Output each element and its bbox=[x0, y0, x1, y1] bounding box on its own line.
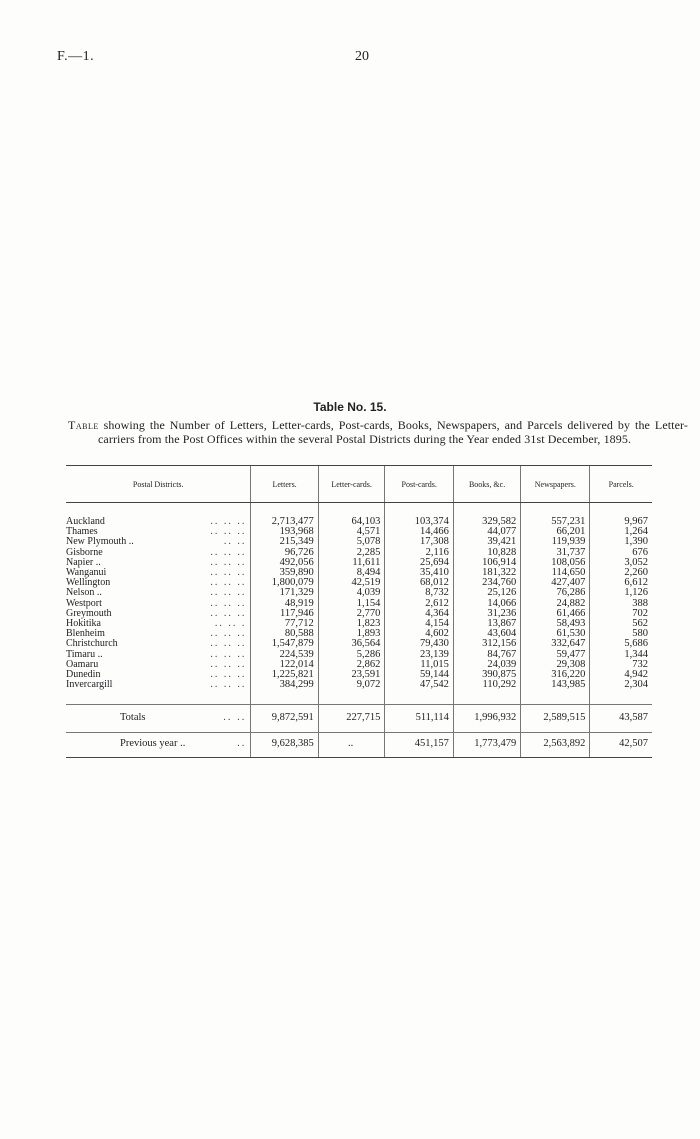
letters-cell: 1,547,879 bbox=[251, 639, 318, 649]
letters-cell: 2,713,477 bbox=[251, 517, 318, 527]
newspapers-cell: 31,737 bbox=[521, 548, 590, 558]
letters-cell: 80,588 bbox=[251, 629, 318, 639]
previous-post-cards: 451,157 bbox=[385, 732, 454, 757]
parcels-cell: 5,686 bbox=[590, 639, 652, 649]
parcels-cell: 1,390 bbox=[590, 537, 652, 547]
totals-dots: .. .. bbox=[223, 712, 247, 724]
district-name: Wanganui bbox=[66, 567, 107, 579]
newspapers-cell: 76,286 bbox=[521, 588, 590, 598]
parcels-cell: 1,344 bbox=[590, 650, 652, 660]
leader-dots: .. .. .. bbox=[210, 567, 247, 579]
caption-text: showing the Number of Letters, Letter-cards, Post-cards, Books, Newspapers, and Parcels delivered by the Letter-carriers from the Post Offices within the several Postal Districts during the Year ended 31st December, 1895. bbox=[98, 418, 688, 446]
previous-label: Previous year .. bbox=[120, 737, 186, 749]
letters-cell: 384,299 bbox=[251, 680, 318, 690]
books-cell: 329,582 bbox=[453, 517, 520, 527]
district-name: Napier .. bbox=[66, 556, 101, 568]
leader-dots: .. .. .. bbox=[210, 577, 247, 589]
post-cards-cell: 59,144 bbox=[385, 670, 454, 680]
leader-dots: .. .. .. bbox=[210, 516, 247, 527]
newspapers-cell: 58,493 bbox=[521, 619, 590, 629]
leader-dots: .. .. .. bbox=[210, 587, 247, 599]
district-name: Auckland bbox=[66, 516, 105, 527]
newspapers-cell: 114,650 bbox=[521, 568, 590, 578]
parcels-cell: 702 bbox=[590, 609, 652, 619]
books-cell: 44,077 bbox=[453, 527, 520, 537]
newspapers-cell: 332,647 bbox=[521, 639, 590, 649]
district-name: Invercargill bbox=[66, 679, 113, 691]
totals-letters: 9,872,591 bbox=[251, 705, 318, 732]
newspapers-cell: 427,407 bbox=[521, 578, 590, 588]
parcels-cell: 732 bbox=[590, 660, 652, 670]
parcels-cell: 2,260 bbox=[590, 568, 652, 578]
letter-cards-cell: 1,893 bbox=[318, 629, 385, 639]
letter-cards-cell: 23,591 bbox=[318, 670, 385, 680]
post-cards-cell: 4,154 bbox=[385, 619, 454, 629]
newspapers-cell: 59,477 bbox=[521, 650, 590, 660]
parcels-cell: 562 bbox=[590, 619, 652, 629]
letter-cards-cell: 2,770 bbox=[318, 609, 385, 619]
col-header-newspapers: Newspapers. bbox=[521, 466, 590, 503]
post-cards-cell: 4,602 bbox=[385, 629, 454, 639]
post-cards-cell: 2,612 bbox=[385, 599, 454, 609]
leader-dots: .. .. .. bbox=[210, 679, 247, 691]
totals-label-cell bbox=[66, 705, 251, 732]
post-cards-cell: 23,139 bbox=[385, 650, 454, 660]
district-name: Westport bbox=[66, 597, 102, 609]
col-header-letter-cards: Letter-cards. bbox=[318, 466, 385, 503]
newspapers-cell: 143,985 bbox=[521, 680, 590, 690]
books-cell: 234,760 bbox=[453, 578, 520, 588]
leader-dots: .. .. .. bbox=[210, 556, 247, 568]
col-header-letters: Letters. bbox=[251, 466, 318, 503]
letter-cards-cell: 5,078 bbox=[318, 537, 385, 547]
table-row bbox=[66, 680, 652, 690]
post-cards-cell: 11,015 bbox=[385, 660, 454, 670]
books-cell: 43,604 bbox=[453, 629, 520, 639]
leader-dots: .. .. .. bbox=[210, 669, 247, 681]
letters-cell: 492,056 bbox=[251, 558, 318, 568]
newspapers-cell: 66,201 bbox=[521, 527, 590, 537]
totals-newspapers: 2,589,515 bbox=[521, 705, 590, 732]
post-cards-cell: 2,116 bbox=[385, 548, 454, 558]
table-summary bbox=[66, 705, 652, 757]
district-cell bbox=[66, 680, 251, 690]
letter-cards-cell: 8,494 bbox=[318, 568, 385, 578]
totals-label: Totals bbox=[120, 712, 146, 724]
district-name: Hokitika bbox=[66, 618, 101, 630]
spacer-row bbox=[66, 503, 652, 518]
books-cell: 110,292 bbox=[453, 680, 520, 690]
books-cell: 39,421 bbox=[453, 537, 520, 547]
district-name: Blenheim bbox=[66, 628, 105, 640]
newspapers-cell: 119,939 bbox=[521, 537, 590, 547]
leader-dots: .. .. . bbox=[214, 618, 247, 630]
books-cell: 390,875 bbox=[453, 670, 520, 680]
previous-parcels: 42,507 bbox=[590, 732, 652, 757]
books-cell: 181,322 bbox=[453, 568, 520, 578]
letters-cell: 122,014 bbox=[251, 660, 318, 670]
leader-dots: .. .. .. bbox=[210, 607, 247, 619]
books-cell: 10,828 bbox=[453, 548, 520, 558]
books-cell: 84,767 bbox=[453, 650, 520, 660]
leader-dots: .. .. .. bbox=[210, 597, 247, 609]
page-number: 20 bbox=[355, 49, 369, 64]
leader-dots: .. .. bbox=[223, 536, 247, 548]
col-header-books: Books, &c. bbox=[453, 466, 520, 503]
letter-cards-cell: 42,519 bbox=[318, 578, 385, 588]
parcels-cell: 2,304 bbox=[590, 680, 652, 690]
books-cell: 24,039 bbox=[453, 660, 520, 670]
post-cards-cell: 103,374 bbox=[385, 517, 454, 527]
previous-year-row bbox=[66, 732, 652, 757]
parcels-cell: 1,126 bbox=[590, 588, 652, 598]
leader-dots: .. .. .. bbox=[210, 648, 247, 660]
newspapers-cell: 61,530 bbox=[521, 629, 590, 639]
previous-label-cell bbox=[66, 732, 251, 757]
parcels-cell: 9,967 bbox=[590, 517, 652, 527]
parcels-cell: 1,264 bbox=[590, 527, 652, 537]
post-cards-cell: 35,410 bbox=[385, 568, 454, 578]
letter-cards-cell: 5,286 bbox=[318, 650, 385, 660]
district-name: Wellington bbox=[66, 577, 111, 589]
totals-row bbox=[66, 705, 652, 732]
letters-cell: 77,712 bbox=[251, 619, 318, 629]
letters-cell: 96,726 bbox=[251, 548, 318, 558]
newspapers-cell: 29,308 bbox=[521, 660, 590, 670]
parcels-cell: 676 bbox=[590, 548, 652, 558]
district-name: Nelson .. bbox=[66, 587, 102, 599]
letter-cards-cell: 11,611 bbox=[318, 558, 385, 568]
post-cards-cell: 4,364 bbox=[385, 609, 454, 619]
post-cards-cell: 8,732 bbox=[385, 588, 454, 598]
district-name: Gisborne bbox=[66, 546, 103, 558]
district-name: Greymouth bbox=[66, 607, 112, 619]
previous-dots: .. bbox=[237, 737, 247, 749]
books-cell: 13,867 bbox=[453, 619, 520, 629]
letter-cards-cell: 9,072 bbox=[318, 680, 385, 690]
letters-cell: 193,968 bbox=[251, 527, 318, 537]
page-reference: F.—1. bbox=[57, 49, 95, 64]
post-cards-cell: 47,542 bbox=[385, 680, 454, 690]
letter-cards-cell: 36,564 bbox=[318, 639, 385, 649]
post-cards-cell: 25,694 bbox=[385, 558, 454, 568]
previous-newspapers: 2,563,892 bbox=[521, 732, 590, 757]
district-name: Timaru .. bbox=[66, 648, 103, 660]
previous-letters: 9,628,385 bbox=[251, 732, 318, 757]
post-cards-cell: 17,308 bbox=[385, 537, 454, 547]
letter-cards-cell: 1,823 bbox=[318, 619, 385, 629]
table-title: Table No. 15. bbox=[313, 400, 387, 414]
col-header-district: Postal Districts. bbox=[66, 466, 251, 503]
totals-letter-cards: 227,715 bbox=[318, 705, 385, 732]
letters-cell: 1,225,821 bbox=[251, 670, 318, 680]
table-header-row bbox=[66, 466, 652, 503]
newspapers-cell: 316,220 bbox=[521, 670, 590, 680]
letter-cards-cell: 64,103 bbox=[318, 517, 385, 527]
newspapers-cell: 557,231 bbox=[521, 517, 590, 527]
parcels-cell: 3,052 bbox=[590, 558, 652, 568]
leader-dots: .. .. .. bbox=[210, 628, 247, 640]
caption-lead: Table bbox=[68, 418, 99, 432]
previous-letter-cards: .. bbox=[318, 732, 385, 757]
post-cards-cell: 79,430 bbox=[385, 639, 454, 649]
table-caption bbox=[68, 418, 688, 446]
letter-cards-cell: 1,154 bbox=[318, 599, 385, 609]
leader-dots: .. .. .. bbox=[210, 546, 247, 558]
leader-dots: .. .. .. bbox=[210, 658, 247, 670]
letters-cell: 117,946 bbox=[251, 609, 318, 619]
col-header-post-cards: Post-cards. bbox=[385, 466, 454, 503]
post-cards-cell: 14,466 bbox=[385, 527, 454, 537]
totals-books: 1,996,932 bbox=[453, 705, 520, 732]
letters-cell: 48,919 bbox=[251, 599, 318, 609]
letter-cards-cell: 2,862 bbox=[318, 660, 385, 670]
letters-cell: 1,800,079 bbox=[251, 578, 318, 588]
newspapers-cell: 61,466 bbox=[521, 609, 590, 619]
letters-cell: 215,349 bbox=[251, 537, 318, 547]
postal-districts-table bbox=[66, 465, 652, 758]
letter-cards-cell: 2,285 bbox=[318, 548, 385, 558]
totals-post-cards: 511,114 bbox=[385, 705, 454, 732]
letter-cards-cell: 4,039 bbox=[318, 588, 385, 598]
letters-cell: 359,890 bbox=[251, 568, 318, 578]
totals-parcels: 43,587 bbox=[590, 705, 652, 732]
district-name: Christchurch bbox=[66, 638, 118, 650]
books-cell: 25,126 bbox=[453, 588, 520, 598]
books-cell: 312,156 bbox=[453, 639, 520, 649]
parcels-cell: 580 bbox=[590, 629, 652, 639]
district-name: Dunedin bbox=[66, 669, 101, 681]
previous-books: 1,773,479 bbox=[453, 732, 520, 757]
newspapers-cell: 24,882 bbox=[521, 599, 590, 609]
parcels-cell: 4,942 bbox=[590, 670, 652, 680]
spacer-row bbox=[66, 690, 652, 705]
table-body bbox=[66, 503, 652, 705]
letters-cell: 224,539 bbox=[251, 650, 318, 660]
books-cell: 14,066 bbox=[453, 599, 520, 609]
district-name: Oamaru bbox=[66, 658, 99, 670]
newspapers-cell: 108,056 bbox=[521, 558, 590, 568]
books-cell: 106,914 bbox=[453, 558, 520, 568]
letter-cards-cell: 4,571 bbox=[318, 527, 385, 537]
letters-cell: 171,329 bbox=[251, 588, 318, 598]
district-name: Thames bbox=[66, 526, 98, 538]
parcels-cell: 388 bbox=[590, 599, 652, 609]
col-header-parcels: Parcels. bbox=[590, 466, 652, 503]
parcels-cell: 6,612 bbox=[590, 578, 652, 588]
leader-dots: .. .. .. bbox=[210, 526, 247, 538]
books-cell: 31,236 bbox=[453, 609, 520, 619]
post-cards-cell: 68,012 bbox=[385, 578, 454, 588]
district-name: New Plymouth .. bbox=[66, 536, 134, 548]
leader-dots: .. .. .. bbox=[210, 638, 247, 650]
